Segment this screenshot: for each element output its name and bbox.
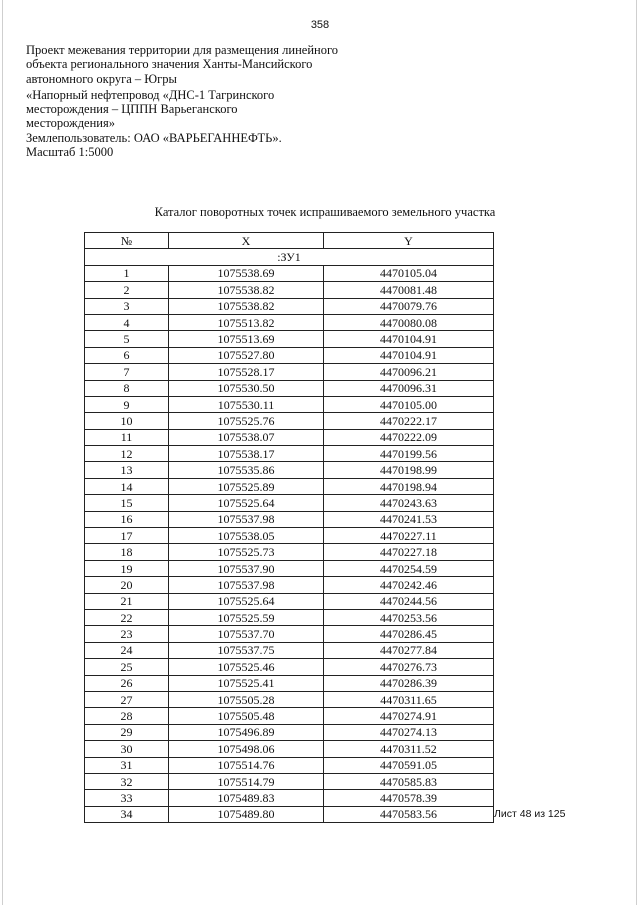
x-coordinate-cell: 1075538.69 xyxy=(169,265,324,281)
table-row xyxy=(85,544,494,560)
land-user: Землепользователь: ОАО «ВАРЬЕГАННЕФТЬ». xyxy=(26,130,282,145)
x-coordinate-cell: 1075525.89 xyxy=(169,478,324,494)
x-coordinate-cell: 1075525.64 xyxy=(169,495,324,511)
y-coordinate-cell: 4470578.39 xyxy=(324,790,494,806)
table-row xyxy=(85,314,494,330)
point-number-cell: 10 xyxy=(85,413,169,429)
table-row xyxy=(85,560,494,576)
point-number-cell: 24 xyxy=(85,642,169,658)
point-number-cell: 20 xyxy=(85,577,169,593)
y-coordinate-cell: 4470254.59 xyxy=(324,560,494,576)
table-row xyxy=(85,380,494,396)
table-row xyxy=(85,265,494,281)
point-number-cell: 6 xyxy=(85,347,169,363)
point-number-cell: 13 xyxy=(85,462,169,478)
table-row xyxy=(85,396,494,412)
x-coordinate-cell: 1075498.06 xyxy=(169,741,324,757)
point-number-cell: 27 xyxy=(85,691,169,707)
point-number-cell: 22 xyxy=(85,609,169,625)
object-line-1: «Напорный нефтепровод «ДНС-1 Тагринского xyxy=(26,87,275,102)
document-header xyxy=(26,43,356,159)
x-coordinate-cell: 1075538.17 xyxy=(169,446,324,462)
header-number: № xyxy=(85,233,169,249)
y-coordinate-cell: 4470286.45 xyxy=(324,626,494,642)
x-coordinate-cell: 1075538.82 xyxy=(169,282,324,298)
point-number-cell: 26 xyxy=(85,675,169,691)
table-row xyxy=(85,626,494,642)
point-number-cell: 31 xyxy=(85,757,169,773)
table-row xyxy=(85,331,494,347)
table-row xyxy=(85,691,494,707)
point-number-cell: 12 xyxy=(85,446,169,462)
y-coordinate-cell: 4470222.09 xyxy=(324,429,494,445)
table-row xyxy=(85,364,494,380)
coordinates-table xyxy=(84,232,494,823)
point-number-cell: 7 xyxy=(85,364,169,380)
x-coordinate-cell: 1075537.98 xyxy=(169,577,324,593)
table-row xyxy=(85,495,494,511)
y-coordinate-cell: 4470199.56 xyxy=(324,446,494,462)
y-coordinate-cell: 4470253.56 xyxy=(324,609,494,625)
scan-edge-right xyxy=(636,0,637,905)
table-row xyxy=(85,593,494,609)
point-number-cell: 28 xyxy=(85,708,169,724)
header-y: Y xyxy=(324,233,494,249)
y-coordinate-cell: 4470105.04 xyxy=(324,265,494,281)
table-header-row xyxy=(85,233,494,249)
y-coordinate-cell: 4470274.13 xyxy=(324,724,494,740)
x-coordinate-cell: 1075528.17 xyxy=(169,364,324,380)
table-row xyxy=(85,741,494,757)
point-number-cell: 5 xyxy=(85,331,169,347)
y-coordinate-cell: 4470244.56 xyxy=(324,593,494,609)
y-coordinate-cell: 4470277.84 xyxy=(324,642,494,658)
y-coordinate-cell: 4470222.17 xyxy=(324,413,494,429)
point-number-cell: 32 xyxy=(85,773,169,789)
y-coordinate-cell: 4470242.46 xyxy=(324,577,494,593)
y-coordinate-cell: 4470105.00 xyxy=(324,396,494,412)
x-coordinate-cell: 1075525.41 xyxy=(169,675,324,691)
point-number-cell: 19 xyxy=(85,560,169,576)
x-coordinate-cell: 1075538.82 xyxy=(169,298,324,314)
object-line-3: месторождения» xyxy=(26,116,115,131)
sheet-footer: Лист 48 из 125 xyxy=(494,808,566,820)
point-number-cell: 15 xyxy=(85,495,169,511)
x-coordinate-cell: 1075505.48 xyxy=(169,708,324,724)
table-row xyxy=(85,347,494,363)
x-coordinate-cell: 1075505.28 xyxy=(169,691,324,707)
table-row xyxy=(85,528,494,544)
point-number-cell: 14 xyxy=(85,478,169,494)
y-coordinate-cell: 4470311.65 xyxy=(324,691,494,707)
x-coordinate-cell: 1075489.83 xyxy=(169,790,324,806)
table-row xyxy=(85,773,494,789)
point-number-cell: 23 xyxy=(85,626,169,642)
table-title: Каталог поворотных точек испрашиваемого земельного участка xyxy=(154,205,496,219)
y-coordinate-cell: 4470198.94 xyxy=(324,478,494,494)
x-coordinate-cell: 1075525.64 xyxy=(169,593,324,609)
y-coordinate-cell: 4470243.63 xyxy=(324,495,494,511)
table-row xyxy=(85,642,494,658)
page-number: 358 xyxy=(310,19,330,31)
table-row xyxy=(85,724,494,740)
x-coordinate-cell: 1075538.07 xyxy=(169,429,324,445)
x-coordinate-cell: 1075530.11 xyxy=(169,396,324,412)
table-row xyxy=(85,429,494,445)
project-line-1: Проект межевания территории для размещения линейного xyxy=(26,43,339,57)
y-coordinate-cell: 4470286.39 xyxy=(324,675,494,691)
table-row xyxy=(85,446,494,462)
table-row xyxy=(85,790,494,806)
x-coordinate-cell: 1075527.80 xyxy=(169,347,324,363)
section-label: :ЗУ1 xyxy=(85,249,494,265)
x-coordinate-cell: 1075525.46 xyxy=(169,659,324,675)
y-coordinate-cell: 4470583.56 xyxy=(324,806,494,822)
x-coordinate-cell: 1075537.90 xyxy=(169,560,324,576)
table-row xyxy=(85,282,494,298)
y-coordinate-cell: 4470585.83 xyxy=(324,773,494,789)
x-coordinate-cell: 1075514.76 xyxy=(169,757,324,773)
table-row xyxy=(85,577,494,593)
y-coordinate-cell: 4470080.08 xyxy=(324,314,494,330)
object-line-2: месторождения – ЦППН Варьеганского xyxy=(26,102,238,117)
x-coordinate-cell: 1075525.59 xyxy=(169,609,324,625)
y-coordinate-cell: 4470081.48 xyxy=(324,282,494,298)
point-number-cell: 21 xyxy=(85,593,169,609)
point-number-cell: 17 xyxy=(85,528,169,544)
table-row xyxy=(85,511,494,527)
y-coordinate-cell: 4470096.21 xyxy=(324,364,494,380)
point-number-cell: 3 xyxy=(85,298,169,314)
section-row xyxy=(85,249,494,265)
table-row xyxy=(85,659,494,675)
y-coordinate-cell: 4470274.91 xyxy=(324,708,494,724)
x-coordinate-cell: 1075538.05 xyxy=(169,528,324,544)
x-coordinate-cell: 1075496.89 xyxy=(169,724,324,740)
point-number-cell: 25 xyxy=(85,659,169,675)
y-coordinate-cell: 4470198.99 xyxy=(324,462,494,478)
x-coordinate-cell: 1075489.80 xyxy=(169,806,324,822)
project-line-3: автономного округа – Югры xyxy=(26,71,177,86)
x-coordinate-cell: 1075525.76 xyxy=(169,413,324,429)
y-coordinate-cell: 4470104.91 xyxy=(324,331,494,347)
project-line-2: объекта регионального значения Ханты-Мансийского xyxy=(26,57,313,72)
x-coordinate-cell: 1075537.75 xyxy=(169,642,324,658)
table-row xyxy=(85,478,494,494)
point-number-cell: 34 xyxy=(85,806,169,822)
scan-edge-left xyxy=(2,0,3,905)
table-row xyxy=(85,298,494,314)
x-coordinate-cell: 1075513.82 xyxy=(169,314,324,330)
x-coordinate-cell: 1075537.70 xyxy=(169,626,324,642)
point-number-cell: 11 xyxy=(85,429,169,445)
x-coordinate-cell: 1075530.50 xyxy=(169,380,324,396)
point-number-cell: 33 xyxy=(85,790,169,806)
point-number-cell: 16 xyxy=(85,511,169,527)
y-coordinate-cell: 4470227.18 xyxy=(324,544,494,560)
point-number-cell: 18 xyxy=(85,544,169,560)
y-coordinate-cell: 4470096.31 xyxy=(324,380,494,396)
x-coordinate-cell: 1075525.73 xyxy=(169,544,324,560)
point-number-cell: 4 xyxy=(85,314,169,330)
table-row xyxy=(85,757,494,773)
table-row xyxy=(85,462,494,478)
scale: Масштаб 1:5000 xyxy=(26,145,114,160)
x-coordinate-cell: 1075535.86 xyxy=(169,462,324,478)
point-number-cell: 1 xyxy=(85,265,169,281)
table-row xyxy=(85,413,494,429)
point-number-cell: 30 xyxy=(85,741,169,757)
table-row xyxy=(85,675,494,691)
y-coordinate-cell: 4470276.73 xyxy=(324,659,494,675)
y-coordinate-cell: 4470227.11 xyxy=(324,528,494,544)
y-coordinate-cell: 4470241.53 xyxy=(324,511,494,527)
table-row xyxy=(85,806,494,822)
header-x: X xyxy=(169,233,324,249)
x-coordinate-cell: 1075513.69 xyxy=(169,331,324,347)
table-row xyxy=(85,609,494,625)
y-coordinate-cell: 4470311.52 xyxy=(324,741,494,757)
point-number-cell: 8 xyxy=(85,380,169,396)
point-number-cell: 9 xyxy=(85,396,169,412)
point-number-cell: 2 xyxy=(85,282,169,298)
x-coordinate-cell: 1075514.79 xyxy=(169,773,324,789)
y-coordinate-cell: 4470591.05 xyxy=(324,757,494,773)
table-row xyxy=(85,708,494,724)
point-number-cell: 29 xyxy=(85,724,169,740)
y-coordinate-cell: 4470079.76 xyxy=(324,298,494,314)
x-coordinate-cell: 1075537.98 xyxy=(169,511,324,527)
y-coordinate-cell: 4470104.91 xyxy=(324,347,494,363)
